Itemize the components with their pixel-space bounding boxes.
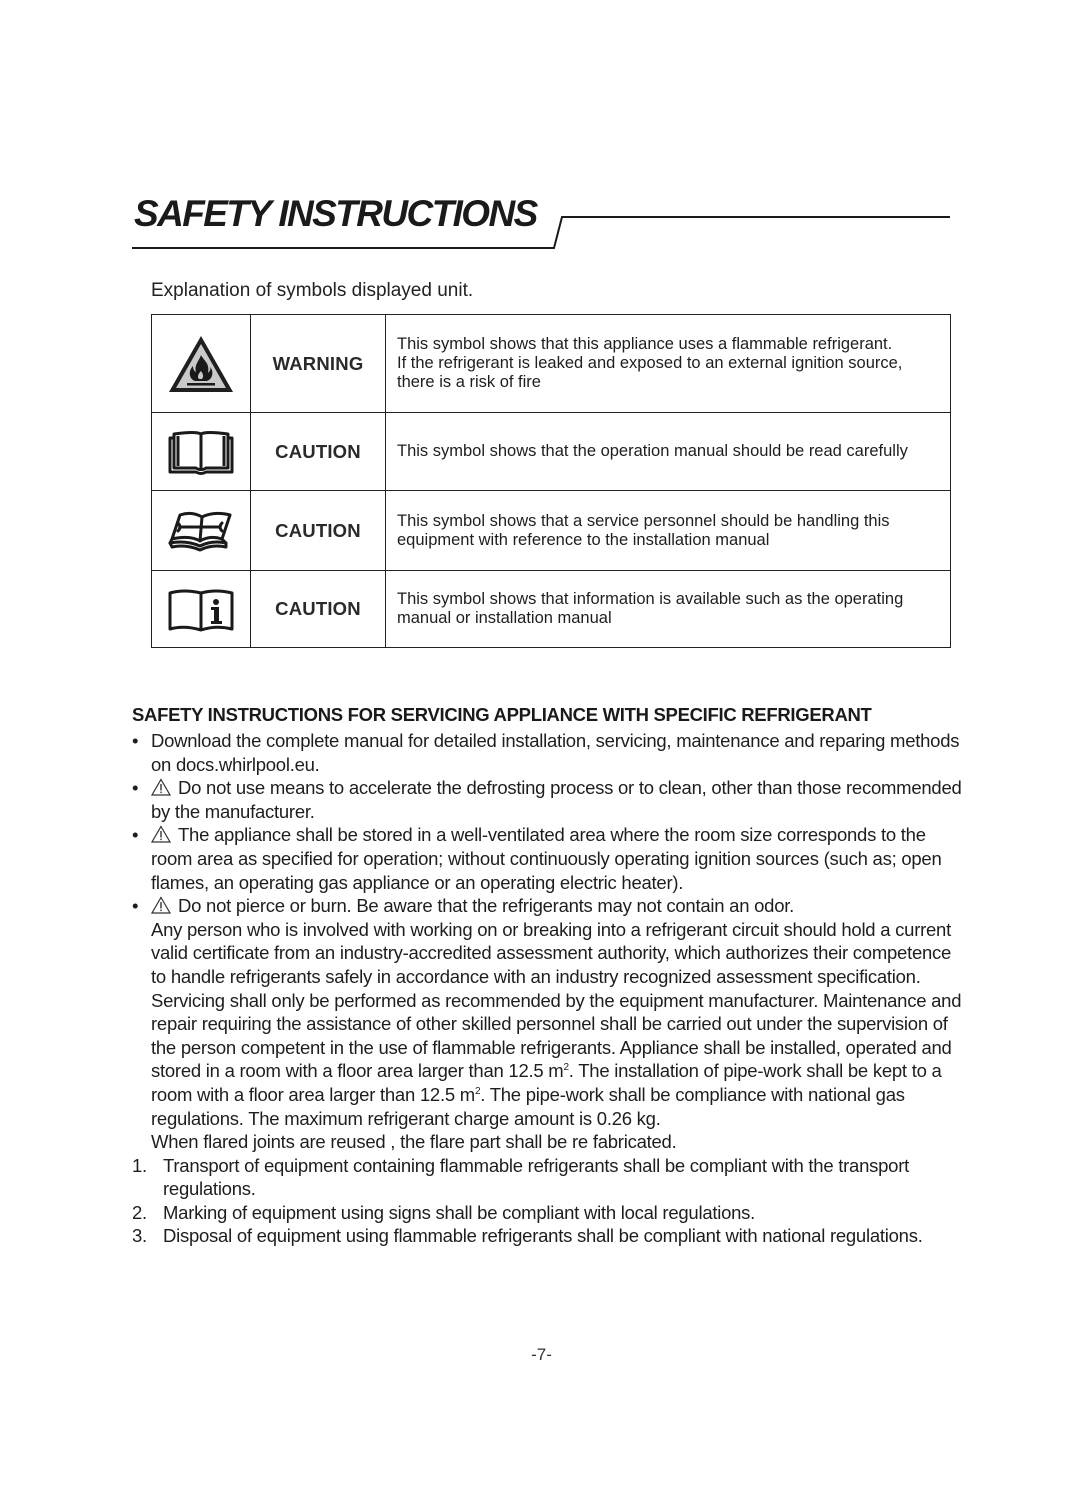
page-title: SAFETY INSTRUCTIONS [134, 193, 537, 234]
bullet-icon: • [132, 777, 139, 799]
list-item [132, 823, 962, 894]
list-item [132, 1154, 962, 1201]
list-number: 3. [132, 1225, 147, 1247]
list-item [132, 776, 962, 823]
servicing-section [132, 703, 962, 1248]
paragraph-text: . The installation of pipe-work shall be kept to a room with a floor area larger than 12.5 m [151, 1060, 942, 1105]
bullet-list [132, 729, 962, 1154]
superscript: 2 [474, 1085, 481, 1097]
list-number: 2. [132, 1201, 147, 1223]
table-row [152, 315, 951, 413]
information-manual-icon [166, 585, 236, 633]
service-manual-icon [166, 509, 236, 553]
certification-paragraph [151, 918, 962, 1130]
list-item [132, 1201, 962, 1225]
section-heading: SAFETY INSTRUCTIONS FOR SERVICING APPLIANCE WITH SPECIFIC REFRIGERANT [132, 704, 872, 725]
table-row [152, 413, 951, 491]
bullet-icon: • [132, 824, 139, 846]
warning-triangle-icon [151, 896, 171, 914]
flared-joints-note: When flared joints are reused , the flare part shall be re fabricated. [151, 1131, 677, 1153]
page-number: -7- [531, 1345, 552, 1364]
list-item-text: Transport of equipment containing flammable refrigerants shall be compliant with the transport regulations. [163, 1154, 910, 1200]
symbols-intro: Explanation of symbols displayed unit. [151, 280, 474, 301]
warning-triangle-icon [151, 778, 171, 796]
list-item-text: Download the complete manual for detailed installation, servicing, maintenance and reparing methods on docs.whirlpool.eu. [151, 730, 960, 775]
list-item-text: Disposal of equipment using flammable refrigerants shall be compliant with national regulations. [163, 1225, 923, 1247]
flammable-warning-icon [166, 333, 236, 395]
read-manual-icon [166, 428, 236, 476]
superscript: 2 [563, 1062, 569, 1074]
list-item [132, 729, 962, 776]
symbol-description [386, 413, 951, 491]
symbol-label: CAUTION [251, 413, 386, 491]
symbol-description [386, 571, 951, 648]
paragraph-text: Any person who is involved with working on or breaking into a refrigerant circuit should hold a current valid certificate from an industry-accredited assessment authority, which authorizes their competence to handle refrigerants safely in accordance with an industry recognized assessment specification. Servicing shall only be performed as recommended by the equipment manufacturer. Maintenance and repair requiring the assistance of other skilled personnel shall be carried out under the supervision of the person competent in the use of flammable refrigerants. Appliance shall be installed, operated and stored in a room with a floor area larger than 12.5 m [151, 918, 962, 1082]
symbol-label: WARNING [251, 315, 386, 413]
description-line: If the refrigerant is leaked and exposed to an external ignition source, there is a risk of fire [397, 354, 903, 391]
list-item-text: Do not pierce or burn. Be aware that the refrigerants may not contain an odor. [178, 895, 795, 917]
description-line: This symbol shows that the operation manual should be read carefully [397, 442, 908, 460]
icon-cell [152, 491, 251, 571]
description-line: This symbol shows that information is available such as the operating manual or installation manual [397, 590, 904, 627]
paragraph-text: . The pipe-work shall be compliance with national gas regulations. The maximum refrigerant charge amount is 0.26 kg. [151, 1083, 905, 1129]
warning-triangle-icon [151, 825, 171, 843]
list-item-text: Marking of equipment using signs shall be compliant with local regulations. [163, 1201, 756, 1223]
bullet-icon: • [132, 895, 139, 917]
numbered-list [132, 1154, 962, 1248]
page-header [132, 192, 952, 252]
table-row [152, 491, 951, 571]
bullet-icon: • [132, 730, 139, 751]
symbols-table [151, 314, 951, 648]
table-row [152, 571, 951, 648]
description-line: This symbol shows that this appliance uses a flammable refrigerant. [397, 335, 893, 353]
list-item [132, 1224, 962, 1248]
icon-cell [152, 571, 251, 648]
description-line: This symbol shows that a service personnel should be handling this equipment with reference to the installation manual [397, 511, 890, 549]
icon-cell [152, 315, 251, 413]
symbol-label: CAUTION [251, 571, 386, 648]
symbol-description [386, 491, 951, 571]
list-item [132, 894, 962, 1154]
symbol-description [386, 315, 951, 413]
icon-cell [152, 413, 251, 491]
list-item-text: Do not use means to accelerate the defrosting process or to clean, other than those recommended by the manufacturer. [151, 777, 962, 822]
symbol-label: CAUTION [251, 491, 386, 571]
list-item-text: The appliance shall be stored in a well-ventilated area where the room size corresponds to the room area as specified for operation; without continuously operating ignition sources (such as; open flames, an operating gas appliance or an operating electric heater). [151, 824, 942, 893]
list-number: 1. [132, 1154, 147, 1176]
